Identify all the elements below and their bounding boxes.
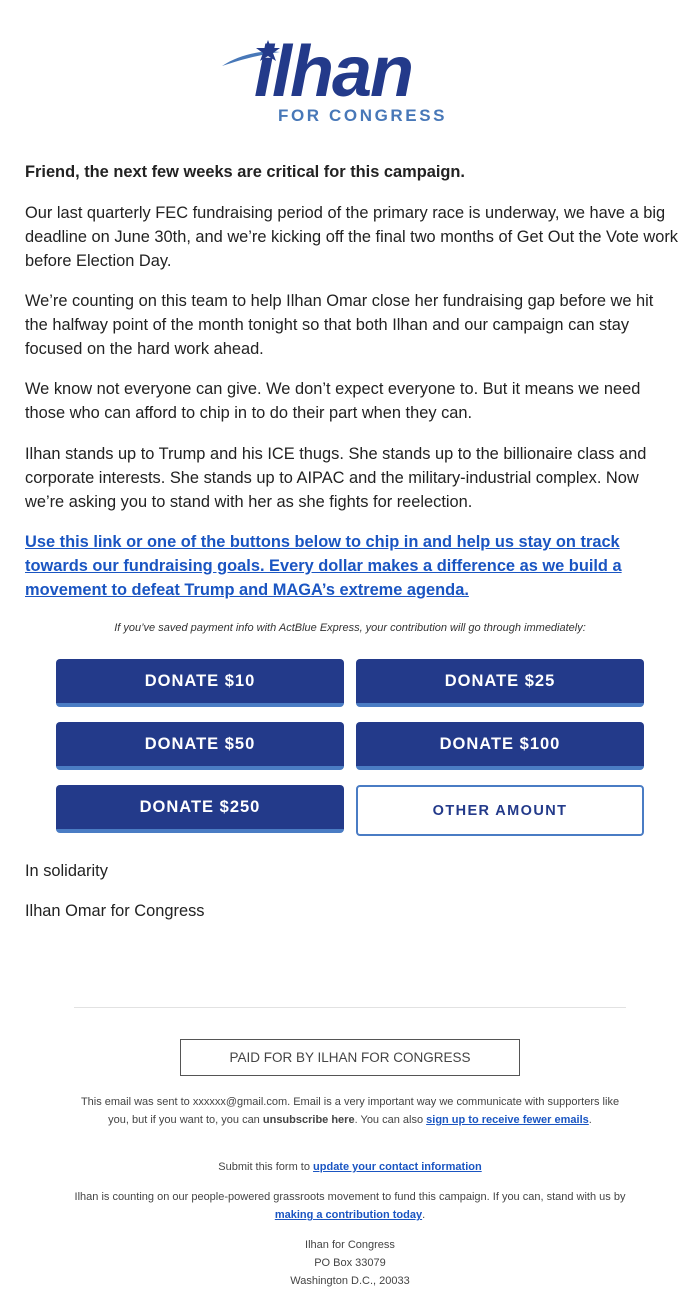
logo-wordmark: ilhan [254,32,413,112]
campaign-logo [220,30,480,130]
footer-divider [74,1007,626,1008]
make-contribution-link[interactable]: making a contribution today [274,1209,423,1221]
footer-grassroots: Ilhan is counting on our people-powered grassroots movement to fund this campaign. If you can, stand with us by making a contribution today. [74,1191,626,1221]
paid-for-disclaimer: PAID FOR BY ILHAN FOR CONGRESS [180,1039,520,1076]
address-line: PO Box 33079 [314,1257,386,1269]
body-paragraph: We’re counting on this team to help Ilhan Omar close her fundraising gap before we hit the halfway point of the month tonight so that both Ilhan and our campaign can stay focused on the hard work ahead. [25,292,654,358]
actblue-express-note: If you’ve saved payment info with ActBlue Express, your contribution will go through immediately: [114,622,586,634]
lead-paragraph: Friend, the next few weeks are critical for this campaign. [25,163,465,181]
footer-address [70,1236,630,1290]
recipient-email: xxxxxx@gmail.com [192,1096,288,1108]
body-paragraph: Our last quarterly FEC fundraising period of the primary race is underway, we have a big deadline on June 30th, and we’re kicking off the final two months of Get Out the Vote work before Election Day. [25,204,678,270]
fewer-emails-link[interactable]: sign up to receive fewer emails [426,1114,589,1126]
footer-update-info: Submit this form to update your contact information [218,1161,482,1173]
unsubscribe-link[interactable]: unsubscribe here [262,1114,355,1126]
donate-250-button[interactable]: DONATE $250 [56,785,344,833]
update-contact-link[interactable]: update your contact information [313,1161,482,1173]
address-line: Ilhan for Congress [305,1239,395,1251]
donate-25-button[interactable]: DONATE $25 [356,659,644,707]
donate-50-button[interactable]: DONATE $50 [56,722,344,770]
donate-100-button[interactable]: DONATE $100 [356,722,644,770]
donate-cta-link[interactable]: Use this link or one of the buttons below to chip in and help us stay on track towards our fundraising goals. Every dollar makes a difference as we build a movement to defeat Trump and MAGA’s extreme agenda. [25,533,622,599]
donate-10-button[interactable]: DONATE $10 [56,659,344,707]
signoff: In solidarity [25,862,108,880]
other-amount-button[interactable]: OTHER AMOUNT [356,785,644,836]
address-line: Washington D.C., 20033 [290,1275,410,1287]
logo-subtitle: FOR CONGRESS [278,106,448,125]
footer-sent-to: This email was sent to xxxxxx@gmail.com. Email is a very important way we communicate with supporters like you, but if you want to, you can unsubscribe here. You can also sign up to receive fewer emails. [80,1096,620,1126]
body-paragraph: Ilhan stands up to Trump and his ICE thugs. She stands up to the billionaire class and corporate interests. She stands up to AIPAC and the military-industrial complex. Now we’re asking you to stand with her as she fights for reelection. [25,445,647,511]
signature: Ilhan Omar for Congress [25,902,205,920]
body-paragraph: We know not everyone can give. We don’t expect everyone to. But it means we need those who can afford to chip in to do their part when they can. [25,380,641,422]
